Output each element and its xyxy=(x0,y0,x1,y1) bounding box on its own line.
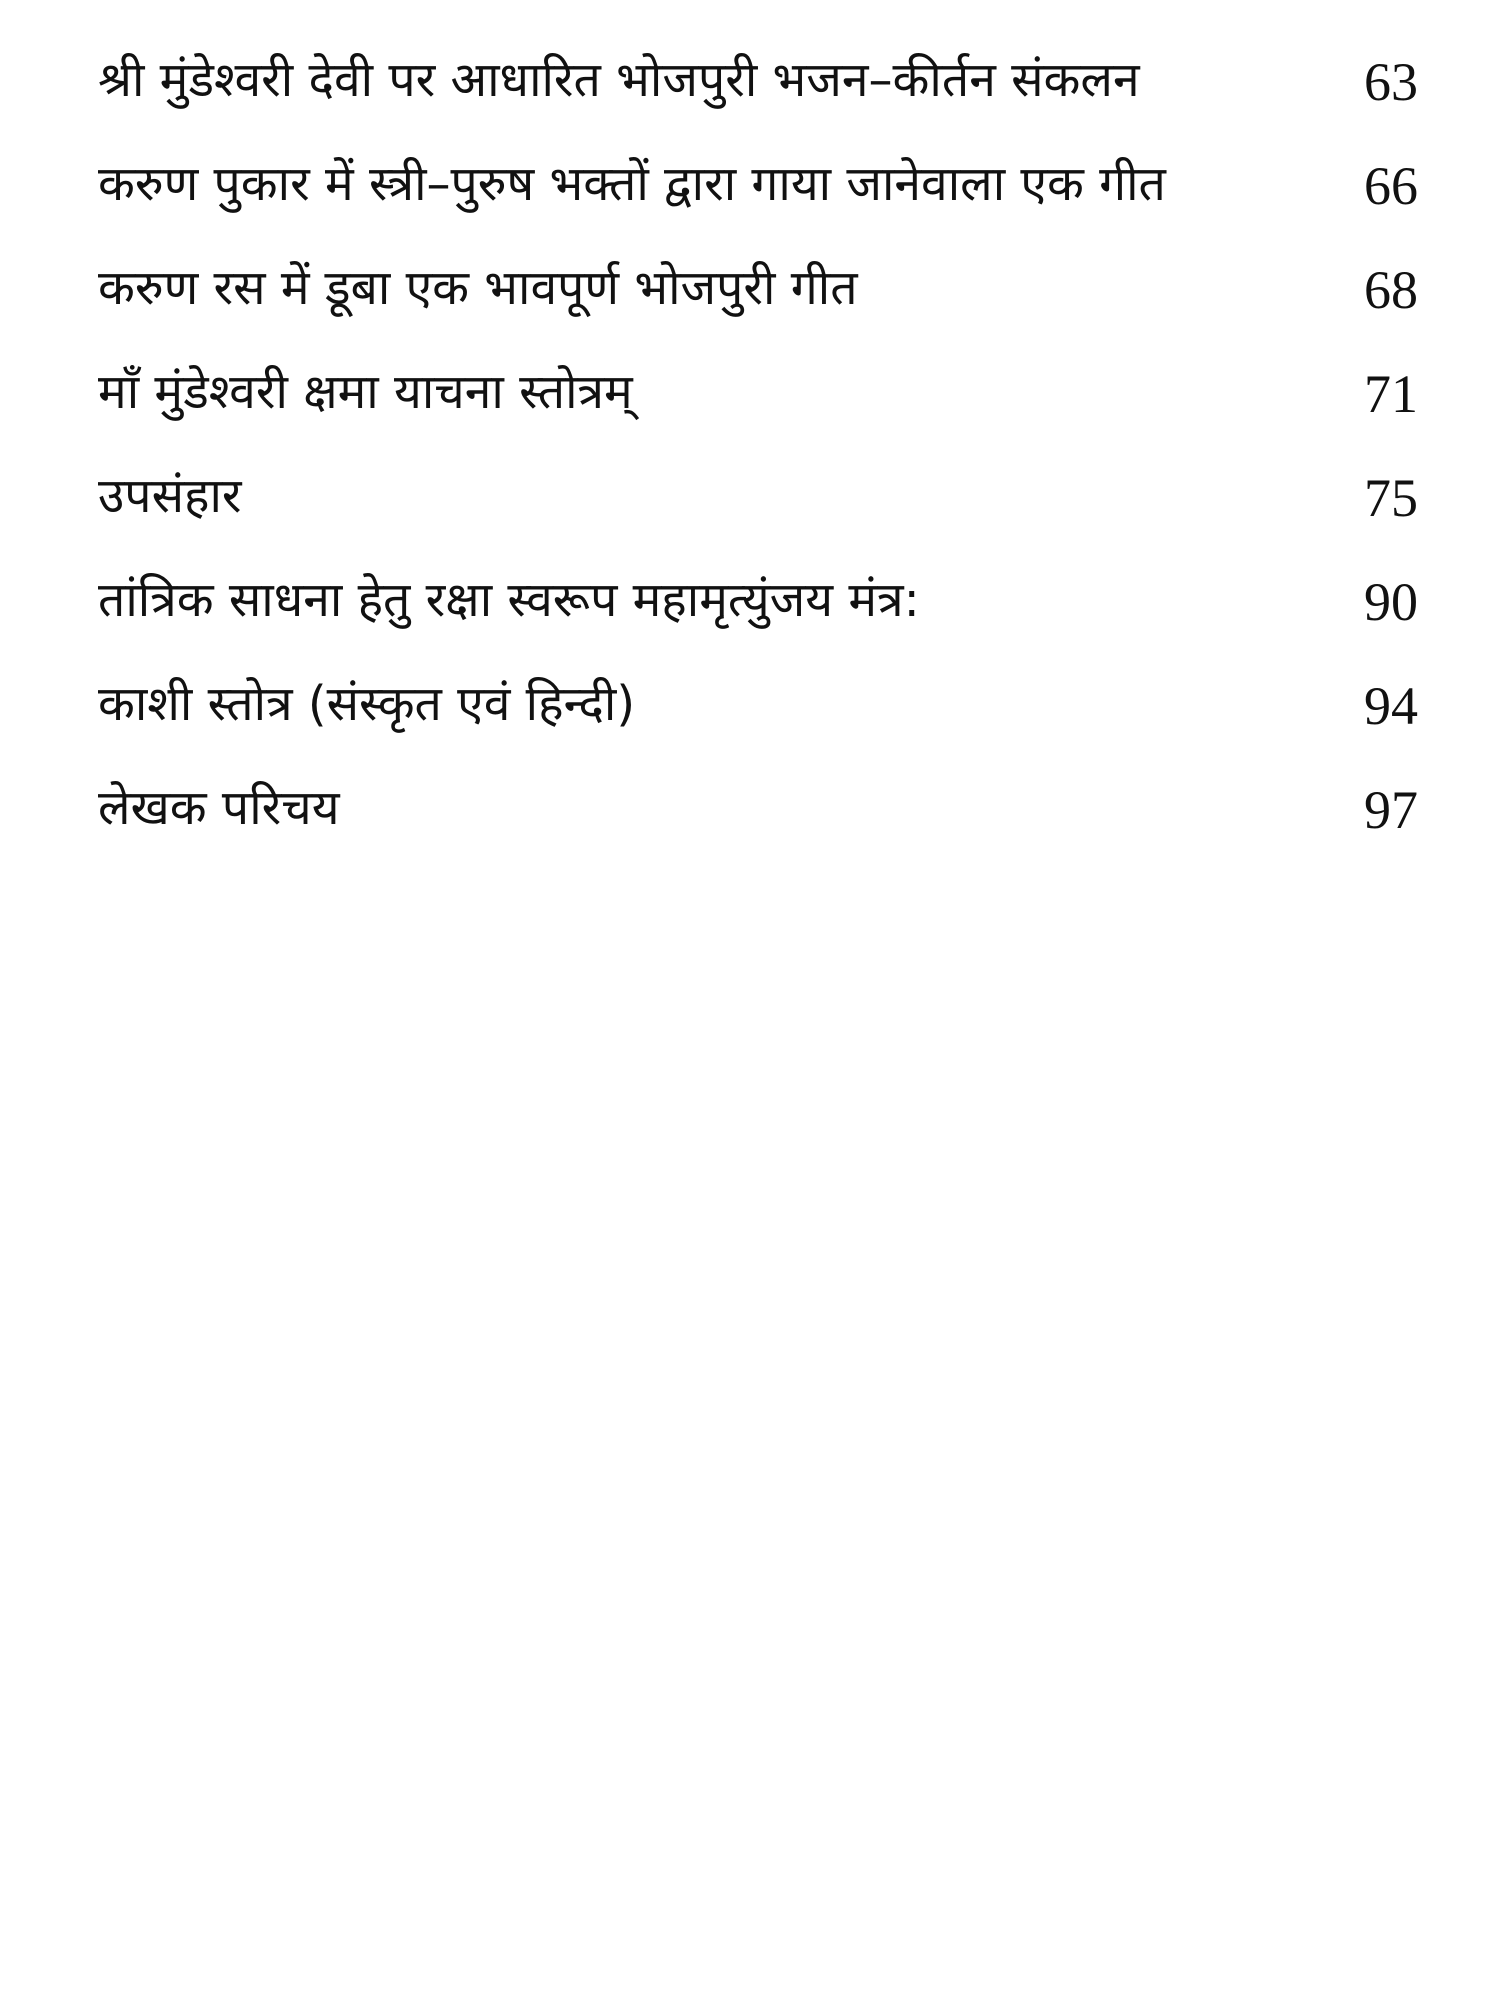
toc-entry xyxy=(98,770,1418,874)
toc-entry-title: उपसंहार xyxy=(98,468,242,524)
table-of-contents xyxy=(98,42,1418,874)
toc-entry xyxy=(98,458,1418,562)
toc-entry xyxy=(98,250,1418,354)
toc-entry-page-number: 90 xyxy=(1364,572,1418,632)
toc-entry-title: लेखक परिचय xyxy=(98,780,340,836)
toc-entry xyxy=(98,666,1418,770)
toc-entry-title: करुण रस में डूबा एक भावपूर्ण भोजपुरी गीत xyxy=(98,260,858,316)
toc-entry xyxy=(98,42,1418,146)
toc-entry xyxy=(98,354,1418,458)
toc-entry xyxy=(98,562,1418,666)
toc-entry-title: काशी स्तोत्र (संस्कृत एवं हिन्दी) xyxy=(98,676,636,732)
toc-entry-page-number: 68 xyxy=(1364,260,1418,320)
toc-entry-page-number: 75 xyxy=(1364,468,1418,528)
toc-entry-title: माँ मुंडेश्वरी क्षमा याचना स्तोत्रम् xyxy=(98,364,633,420)
toc-entry-page-number: 97 xyxy=(1364,780,1418,840)
toc-entry-page-number: 94 xyxy=(1364,676,1418,736)
toc-entry-page-number: 63 xyxy=(1364,52,1418,112)
toc-entry-title: श्री मुंडेश्वरी देवी पर आधारित भोजपुरी भजन–कीर्तन संकलन xyxy=(98,52,1140,108)
toc-entry-page-number: 71 xyxy=(1364,364,1418,424)
toc-entry-title: तांत्रिक साधना हेतु रक्षा स्वरूप महामृत्युंजय मंत्र: xyxy=(98,572,920,628)
toc-entry-title: करुण पुकार में स्त्री–पुरुष भक्तों द्वारा गाया जानेवाला एक गीत xyxy=(98,156,1166,212)
toc-entry xyxy=(98,146,1418,250)
toc-entry-page-number: 66 xyxy=(1364,156,1418,216)
